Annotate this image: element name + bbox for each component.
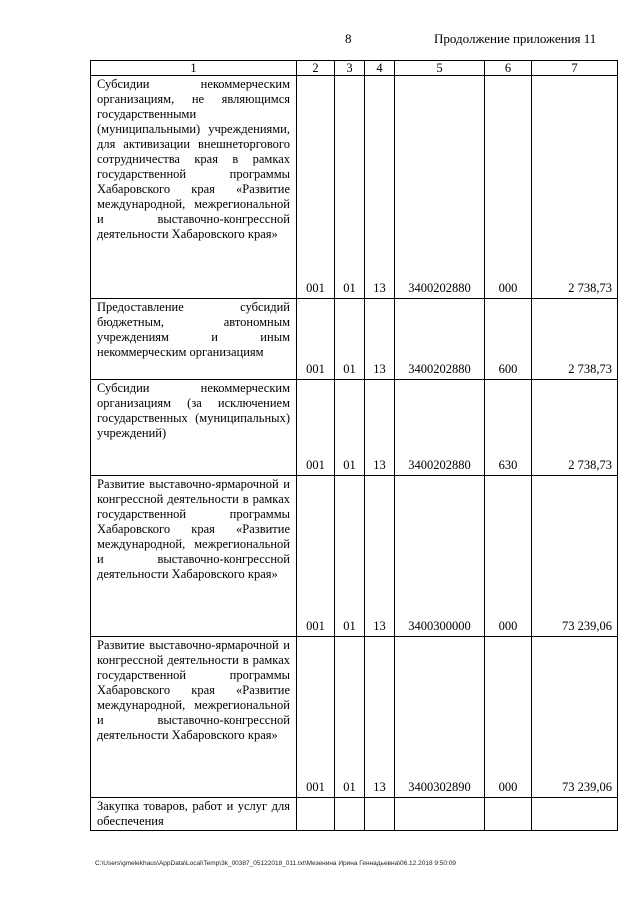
cell-col7: 2 738,73 xyxy=(532,380,618,476)
table-row xyxy=(91,476,618,637)
table-row xyxy=(91,380,618,476)
cell-col5: 3400300000 xyxy=(395,476,485,637)
cell-col5 xyxy=(395,798,485,831)
header-row xyxy=(91,61,618,76)
row-name: Предоставление субсидий бюджетным, автономным учреждениям и иным некоммерческим организациям xyxy=(91,299,297,380)
cell-col4: 13 xyxy=(365,637,395,798)
cell-col6: 000 xyxy=(485,76,532,299)
continuation-note: Продолжение приложения 11 xyxy=(434,31,597,46)
cell-col2: 001 xyxy=(297,299,335,380)
cell-col4: 13 xyxy=(365,380,395,476)
cell-col2: 001 xyxy=(297,380,335,476)
cell-col3: 01 xyxy=(335,637,365,798)
cell-col3: 01 xyxy=(335,476,365,637)
column-header: 6 xyxy=(485,61,532,76)
table-row xyxy=(91,637,618,798)
cell-col2: 001 xyxy=(297,476,335,637)
row-name: Развитие выставочно-ярмарочной и конгрессной деятельности в рамках государственной программы Хабаровского края «Развитие международной, межрегиональной и выставочно-конгрессной деятельности Хабаровского края» xyxy=(91,637,297,798)
cell-col5: 3400202880 xyxy=(395,380,485,476)
table-row xyxy=(91,798,618,831)
column-header: 4 xyxy=(365,61,395,76)
column-header: 1 xyxy=(91,61,297,76)
cell-col4 xyxy=(365,798,395,831)
cell-col7 xyxy=(532,798,618,831)
cell-col2: 001 xyxy=(297,76,335,299)
row-name: Закупка товаров, работ и услуг для обеспечения xyxy=(91,798,297,831)
cell-col5: 3400202880 xyxy=(395,76,485,299)
table-row xyxy=(91,299,618,380)
column-header: 5 xyxy=(395,61,485,76)
cell-col4: 13 xyxy=(365,299,395,380)
budget-table xyxy=(90,60,618,831)
column-header: 3 xyxy=(335,61,365,76)
cell-col6: 600 xyxy=(485,299,532,380)
cell-col3 xyxy=(335,798,365,831)
cell-col5: 3400202880 xyxy=(395,299,485,380)
cell-col5: 3400302890 xyxy=(395,637,485,798)
cell-col7: 2 738,73 xyxy=(532,76,618,299)
cell-col6 xyxy=(485,798,532,831)
cell-col4: 13 xyxy=(365,76,395,299)
cell-col6: 000 xyxy=(485,637,532,798)
cell-col7: 73 239,06 xyxy=(532,476,618,637)
cell-col2: 001 xyxy=(297,637,335,798)
cell-col6: 630 xyxy=(485,380,532,476)
file-path-footer: C:\Users\gmelekhaus\AppData\Local\Temp\3k_00387_05122018_011.txt\Мезенина Ирина Геннадьевна\06.12.2018 9:50:09 xyxy=(95,860,457,867)
column-header: 7 xyxy=(532,61,618,76)
cell-col2 xyxy=(297,798,335,831)
cell-col4: 13 xyxy=(365,476,395,637)
cell-col6: 000 xyxy=(485,476,532,637)
row-name: Субсидии некоммерческим организациям (за исключением государственных (муниципальных) учреждений) xyxy=(91,380,297,476)
cell-col7: 2 738,73 xyxy=(532,299,618,380)
row-name: Развитие выставочно-ярмарочной и конгрессной деятельности в рамках государственной программы Хабаровского края «Развитие международной, межрегиональной и выставочно-конгрессной деятельности Хабаровского края» xyxy=(91,476,297,637)
column-header: 2 xyxy=(297,61,335,76)
cell-col3: 01 xyxy=(335,299,365,380)
row-name: Субсидии некоммерческим организациям, не являющимся государственными (муниципальными) учреждениями, для активизации внешнеторгового сотрудничества края в рамках государственной программы Хабаровского края «Развитие международной, межрегиональной и выставочно-конгрессной деятельности Хабаровского края» xyxy=(91,76,297,299)
table-row xyxy=(91,76,618,299)
page-number: 8 xyxy=(345,31,352,46)
cell-col7: 73 239,06 xyxy=(532,637,618,798)
cell-col3: 01 xyxy=(335,76,365,299)
cell-col3: 01 xyxy=(335,380,365,476)
